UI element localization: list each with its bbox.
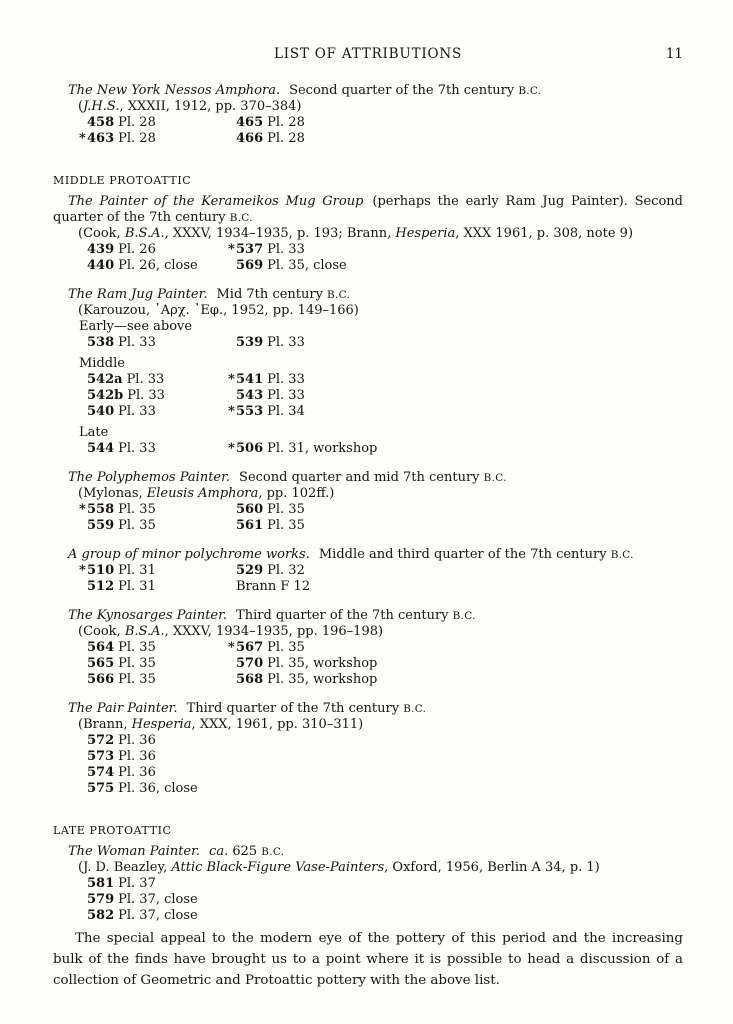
plate-reference: Pl. 35, close: [267, 258, 347, 273]
closing-paragraph: The special appeal to the modern eye of the pottery of this period and the increasing bulk of the finds have brought us to a point where it is possible to head a discussion of a collection of Geometric and Protoattic pottery with the above list.: [53, 931, 683, 988]
plate-reference: Pl. 32: [267, 563, 305, 578]
reference-line: [78, 99, 683, 115]
catalog-entry: [236, 131, 683, 147]
catalog-row: [87, 441, 683, 457]
reference-segment: , Oxford, 1956, Berlin A 34, p. 1): [384, 860, 600, 875]
plate-reference: Pl. 35: [118, 502, 156, 517]
plate-reference: Pl. 33: [267, 242, 305, 257]
catalog-number: 575: [87, 781, 115, 796]
catalog-row: [79, 563, 683, 579]
catalog-entry: [87, 404, 236, 420]
section-heading: LATE PROTOATTIC: [53, 824, 172, 837]
catalog-row: [87, 656, 683, 672]
entry-title-segment: Third quarter of the 7th century: [236, 608, 453, 623]
catalog-group-label: Middle: [79, 356, 125, 371]
entry-title-segment: B.C.: [483, 472, 507, 484]
entry-title-segment: Second quarter and mid 7th century: [239, 470, 484, 485]
attribution-section: [53, 173, 683, 797]
catalog-row: [87, 115, 683, 131]
plate-reference: Pl. 37: [118, 876, 156, 891]
reference-segment: J.H.S.: [83, 99, 120, 114]
catalog-group: [53, 563, 683, 595]
catalog-row: [87, 242, 683, 258]
catalog-row: [87, 908, 683, 924]
catalog-number: 566: [87, 672, 115, 687]
entry-title-segment: The Woman Painter.: [68, 844, 201, 859]
catalog-number: 541: [236, 372, 264, 387]
catalog-entry: [87, 749, 236, 765]
catalog-entry: [87, 892, 236, 908]
attribution-entry: [53, 470, 683, 534]
catalog-row: [87, 579, 683, 595]
catalog-number: 506: [236, 441, 264, 456]
catalog-entry: [87, 876, 236, 892]
attribution-entry: [53, 608, 683, 688]
entry-title-segment: B.C.: [403, 703, 427, 715]
catalog-group: [53, 640, 683, 688]
page-title: LIST OF ATTRIBUTIONS: [273, 46, 463, 62]
plate-reference: Pl. 33: [118, 404, 156, 419]
catalog-group: [53, 733, 683, 797]
reference-line: [78, 624, 683, 640]
reference-line: [78, 303, 683, 319]
entry-title-segment: A group of minor polychrome works.: [68, 547, 310, 562]
reference-segment: (Brann,: [78, 717, 132, 732]
catalog-entry: [87, 672, 236, 688]
catalog-number: 543: [236, 388, 264, 403]
attribution-entry: [53, 287, 683, 457]
reference-line: [78, 717, 683, 733]
reference-segment: (Mylonas,: [78, 486, 147, 501]
reference-segment: , XXX 1961, p. 308, note 9): [455, 226, 634, 241]
page-number: 11: [665, 46, 683, 62]
catalog-number: 582: [87, 908, 115, 923]
catalog-row: [87, 388, 683, 404]
entry-title: [53, 701, 683, 717]
asterisk-marker: *: [79, 563, 86, 578]
plate-reference: Pl. 35: [267, 518, 305, 533]
entry-title-segment: B.C.: [452, 610, 476, 622]
reference-segment: , XXXV, 1934–1935, p. 193; Brann,: [164, 226, 396, 241]
asterisk-marker: *: [228, 372, 235, 387]
asterisk-marker: *: [228, 640, 235, 655]
entry-title-segment: B.C.: [229, 212, 253, 224]
reference-segment: (: [78, 99, 84, 114]
entry-title-segment: 625: [228, 844, 262, 859]
catalog-entry: [87, 258, 236, 274]
attribution-section: [53, 823, 683, 924]
catalog-entry: [87, 242, 236, 258]
plate-reference: Pl. 33: [118, 441, 156, 456]
catalog-number: 538: [87, 335, 115, 350]
catalog-entry: [236, 388, 683, 404]
reference-line: [78, 226, 683, 242]
plate-reference: Pl. 34: [267, 404, 305, 419]
catalog-entry: [87, 656, 236, 672]
entry-title-segment: B.C.: [518, 85, 542, 97]
catalog-number: 572: [87, 733, 115, 748]
catalog-number: 465: [236, 115, 264, 130]
plate-reference: Pl. 31, workshop: [267, 441, 378, 456]
reference-segment: (J. D. Beazley,: [78, 860, 172, 875]
asterisk-marker: *: [228, 242, 235, 257]
catalog-number: 559: [87, 518, 115, 533]
catalog-entry: [79, 131, 236, 147]
asterisk-marker: *: [79, 502, 86, 517]
plate-reference: Pl. 36: [118, 733, 156, 748]
catalog-number: 564: [87, 640, 115, 655]
plate-reference: Pl. 28: [118, 115, 156, 130]
catalog-group-label: Late: [79, 425, 109, 440]
catalog-entry: [87, 640, 236, 656]
catalog-number: 544: [87, 441, 115, 456]
catalog-entry: [236, 502, 683, 518]
catalog-entry: [87, 518, 236, 534]
plate-reference: Pl. 28: [118, 131, 156, 146]
catalog-entry: [87, 115, 236, 131]
catalog-number: 440: [87, 258, 115, 273]
reference-segment: (Cook,: [78, 226, 125, 241]
plate-reference: Pl. 35: [118, 672, 156, 687]
catalog-number: 560: [236, 502, 264, 517]
plate-reference: Pl. 26: [118, 242, 156, 257]
catalog-number: 568: [236, 672, 264, 687]
catalog-group: [53, 319, 683, 351]
catalog-row: [87, 781, 683, 797]
reference-line: [78, 860, 683, 876]
reference-line: [78, 486, 683, 502]
entry-title-segment: (perhaps the early Ram Jug Painter). Second quarter of the 7th century: [53, 194, 683, 225]
reference-segment: , XXXII, 1912, pp. 370–384): [119, 99, 302, 114]
catalog-row: [87, 749, 683, 765]
plate-reference: Pl. 36: [118, 749, 156, 764]
catalog-number: 573: [87, 749, 115, 764]
catalog-group-label: Early—see above: [79, 319, 193, 334]
asterisk-marker: *: [228, 404, 235, 419]
entry-title: [53, 83, 683, 99]
plate-reference: Pl. 36: [118, 765, 156, 780]
plate-reference: Pl. 33: [267, 372, 305, 387]
catalog-entry: [236, 563, 683, 579]
catalog-row: [87, 404, 683, 420]
catalog-number: 565: [87, 656, 115, 671]
attribution-entry: [53, 83, 683, 147]
reference-segment: (Karouzou, ᾿Αρχ. ᾿Εφ., 1952, pp. 149–166): [78, 303, 359, 318]
catalog-entry: [236, 579, 683, 595]
attribution-entry: [53, 701, 683, 797]
catalog-number: 529: [236, 563, 264, 578]
entry-title-segment: Mid 7th century: [216, 287, 328, 302]
entry-title-segment: The Pair Painter.: [68, 701, 178, 716]
catalog-entry: [228, 404, 683, 420]
catalog-entry: [228, 242, 683, 258]
catalog-row: [79, 131, 683, 147]
entry-title: [53, 608, 683, 624]
catalog-group: [53, 242, 683, 274]
catalog-entry: [87, 908, 236, 924]
catalog-number: 574: [87, 765, 115, 780]
plate-reference: Pl. 33: [267, 388, 305, 403]
section-heading: MIDDLE PROTOATTIC: [53, 174, 192, 187]
catalog-number: 463: [87, 131, 115, 146]
plate-reference: Pl. 35: [118, 656, 156, 671]
plate-reference: Pl. 33: [267, 335, 305, 350]
catalog-number: 558: [87, 502, 115, 517]
entry-title-segment: ca.: [209, 844, 229, 859]
catalog-row: [87, 518, 683, 534]
plate-reference: Pl. 35: [118, 640, 156, 655]
entry-title-segment: B.C.: [610, 549, 634, 561]
entry-title-segment: The Ram Jug Painter.: [68, 287, 208, 302]
plate-reference: Pl. 37, close: [118, 908, 198, 923]
catalog-entry: [87, 335, 236, 351]
plate-reference: Pl. 35: [267, 502, 305, 517]
page-header: [53, 46, 683, 62]
attribution-entry: [53, 194, 683, 274]
reference-segment: Eleusis Amphora: [146, 486, 259, 501]
catalog-number: 553: [236, 404, 264, 419]
entry-title: [53, 287, 683, 303]
plate-reference: Pl. 35: [118, 518, 156, 533]
catalog-entry: [79, 502, 236, 518]
catalog-entry: [236, 672, 683, 688]
catalog-number: 512: [87, 579, 115, 594]
catalog-entry: [236, 656, 683, 672]
catalog-row: [79, 502, 683, 518]
catalog-entry: [236, 518, 683, 534]
attribution-entry: [53, 844, 683, 924]
catalog-entry: [87, 388, 236, 404]
plate-reference: Pl. 28: [267, 115, 305, 130]
plate-reference: Pl. 28: [267, 131, 305, 146]
entry-title-segment: The Kynosarges Painter.: [68, 608, 228, 623]
catalog-group: [53, 356, 683, 420]
reference-segment: , pp. 102ff.): [258, 486, 335, 501]
plate-reference: Pl. 31: [118, 563, 156, 578]
attribution-section: [53, 83, 683, 147]
entry-title: [53, 547, 683, 563]
catalog-entry: [236, 335, 683, 351]
catalog-group: [53, 425, 683, 457]
catalog-row: [87, 640, 683, 656]
entry-title-segment: Middle and third quarter of the 7th century: [318, 547, 611, 562]
catalog-row: [87, 892, 683, 908]
entry-title: [53, 194, 683, 226]
catalog-entry: [236, 115, 683, 131]
catalog-number: 466: [236, 131, 264, 146]
catalog-number: 439: [87, 242, 115, 257]
catalog-number: 510: [87, 563, 115, 578]
catalog-row: [87, 765, 683, 781]
catalog-number: 539: [236, 335, 264, 350]
entry-title: [53, 844, 683, 860]
plate-reference: Pl. 31: [118, 579, 156, 594]
catalog-row: [87, 733, 683, 749]
reference-segment: Attic Black-Figure Vase-Painters: [171, 860, 385, 875]
catalog-group: [53, 502, 683, 534]
plate-reference: Pl. 35, workshop: [267, 656, 378, 671]
reference-segment: Hesperia: [395, 226, 456, 241]
plate-reference: Pl. 35, workshop: [267, 672, 378, 687]
catalog-number: 561: [236, 518, 264, 533]
catalog-entry: [87, 781, 236, 797]
catalog-entry: [87, 441, 236, 457]
reference-segment: (Cook,: [78, 624, 125, 639]
attribution-list: [53, 83, 683, 924]
plate-reference: Brann F 12: [236, 579, 311, 594]
catalog-group: [53, 876, 683, 924]
catalog-number: 542a: [87, 372, 123, 387]
entry-title-segment: Third quarter of the 7th century: [186, 701, 404, 716]
catalog-entry: [87, 579, 236, 595]
catalog-number: 581: [87, 876, 115, 891]
plate-reference: Pl. 33: [127, 388, 165, 403]
plate-reference: Pl. 26, close: [118, 258, 198, 273]
entry-title: [53, 470, 683, 486]
catalog-number: 570: [236, 656, 264, 671]
catalog-row: [87, 335, 683, 351]
catalog-entry: [236, 258, 683, 274]
plate-reference: Pl. 33: [118, 335, 156, 350]
plate-reference: Pl. 33: [126, 372, 165, 387]
entry-title-segment: B.C.: [261, 846, 285, 858]
catalog-group: [53, 115, 683, 147]
asterisk-marker: *: [79, 131, 86, 146]
catalog-number: 567: [236, 640, 264, 655]
attribution-entry: [53, 547, 683, 595]
plate-reference: Pl. 36, close: [118, 781, 198, 796]
plate-reference: Pl. 35: [267, 640, 305, 655]
catalog-entry: [87, 733, 236, 749]
entry-title-segment: Second quarter of the 7th century: [289, 83, 519, 98]
catalog-row: [87, 372, 683, 388]
catalog-number: 542b: [87, 388, 124, 403]
reference-segment: , XXX, 1961, pp. 310–311): [191, 717, 364, 732]
entry-title-segment: The Painter of the Kerameikos Mug Group: [68, 194, 364, 209]
catalog-entry: [79, 563, 236, 579]
catalog-row: [87, 876, 683, 892]
catalog-number: 458: [87, 115, 115, 130]
catalog-entry: [87, 372, 236, 388]
reference-segment: B.S.A.: [124, 624, 165, 639]
catalog-number: 537: [236, 242, 264, 257]
catalog-entry: [87, 765, 236, 781]
plate-reference: Pl. 37, close: [118, 892, 198, 907]
catalog-number: 569: [236, 258, 264, 273]
catalog-number: 579: [87, 892, 115, 907]
catalog-entry: [228, 441, 683, 457]
entry-title-segment: The Polyphemos Painter.: [68, 470, 231, 485]
catalog-row: [87, 258, 683, 274]
catalog-entry: [228, 640, 683, 656]
asterisk-marker: *: [228, 441, 235, 456]
reference-segment: B.S.A.: [124, 226, 165, 241]
entry-title-segment: The New York Nessos Amphora.: [68, 83, 281, 98]
entry-title-segment: B.C.: [327, 289, 351, 301]
reference-segment: , XXXV, 1934–1935, pp. 196–198): [164, 624, 384, 639]
catalog-number: 540: [87, 404, 115, 419]
catalog-row: [87, 672, 683, 688]
catalog-entry: [228, 372, 683, 388]
reference-segment: Hesperia: [131, 717, 192, 732]
